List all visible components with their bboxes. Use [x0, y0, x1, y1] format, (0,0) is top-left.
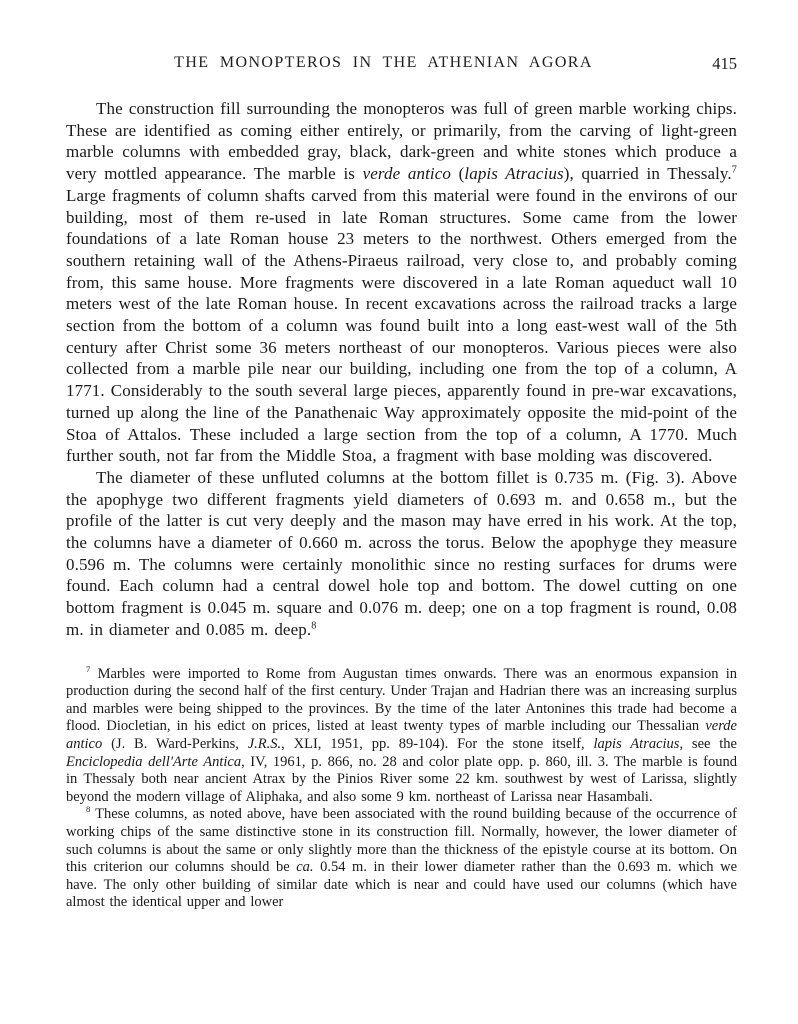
- footnotes-section: [66, 663, 738, 912]
- paragraph-construction-fill: The construction fill surrounding the monopteros was full of green marble working chips. These are identified as coming either entirely, or primarily, from the carving of light-green marble columns with embedded gray, black, dark-green and white stones which produce a very mottled appearance. The marble is verde antico (lapis Atracius), quarried in Thessaly.$^7$ Large fragments of column shafts carved from this material were found in the environs of our building, most of them re-used in late Roman structures. Some came from the lower foundations of a late Roman house 23 meters to the northwest. Others emerged from the southern retaining wall of the Athens-Piraeus railroad, very close to, and probably coming from, this same house. More fragments were discovered in a late Roman aqueduct wall 10 meters west of the late Roman house. In recent excavations across the railroad tracks a large section from the bottom of a column was found built into a long east-west wall of the 5th century after Christ some 36 meters northeast of our monopteros. Various pieces were also collected from a marble pile near our building, including one from the top of a column, A 1771. Considerably to the south several large pieces, apparently found in pre-war excavations, turned up along the line of the Panathenaic Way approximately opposite the mid-point of the Stoa of Attalos. These included a large section from the top of a column, A 1770. Much further south, not far from the Middle Stoa, a fragment with base molding was discovered.: [66, 99, 737, 466]
- page-number: 415: [712, 54, 737, 73]
- running-header: [66, 54, 737, 74]
- paragraph-column-diameters: The diameter of these unfluted columns at the bottom fillet is 0.735 m. (Fig. 3). Above the apophyge two different fragments yield diameters of 0.693 m. and 0.658 m., but the profile of the latter is cut very deeply and the mason may have erred in his work. At the top, the columns have a diameter of 0.660 m. across the torus. Below the apophyge they measure 0.596 m. The columns were certainly monolithic since no resting surfaces for drums were found. Each column had a central dowel hole top and bottom. The dowel cutting on one bottom fragment is 0.045 m. square and 0.076 m. deep; one on a top fragment is round, 0.08 m. in diameter and 0.085 m. deep.$^8$: [66, 467, 737, 639]
- footnote-7: $^7$ Marbles were imported to Rome from Augustan times onwards. There was an enormous expansion in production during the second half of the first century. Under Trajan and Hadrian there was an increasing surplus and marbles were being shipped to the provinces. By the time of the later Antonines this trade had become a flood. Diocletian, in his edict on prices, listed at least twenty types of marble including our Thessalian verde antico (J. B. Ward-Perkins, J.R.S., XLI, 1951, pp. 89-104). For the stone itself, lapis Atracius, see the Enciclopedia dell'Arte Antica, IV, 1961, p. 866, no. 28 and color plate opp. p. 860, ill. 3. The marble is found in Thessaly both near ancient Atrax by the Pinios River some 22 km. southwest by west of Larissa, slightly beyond the modern village of Aliphaka, and also some 9 km. northeast of Larissa near Hasambali.: [66, 663, 738, 805]
- body-text: [66, 98, 737, 641]
- footnote-8: $^8$ These columns, as noted above, have been associated with the round building because of the occurrence of working chips of the same distinctive stone in its construction fill. Normally, however, the lower diameter of such columns is about the same or only slightly more than the thickness of the epistyle course at its bottom. On this criterion our columns should be ca. 0.54 m. in their lower diameter rather than the 0.693 m. which we have. The only other building of similar date which is near and could have used our columns (which have almost the identical upper and lower: [66, 804, 737, 911]
- page-heading: THE MONOPTEROS IN THE ATHENIAN AGORA: [174, 54, 593, 71]
